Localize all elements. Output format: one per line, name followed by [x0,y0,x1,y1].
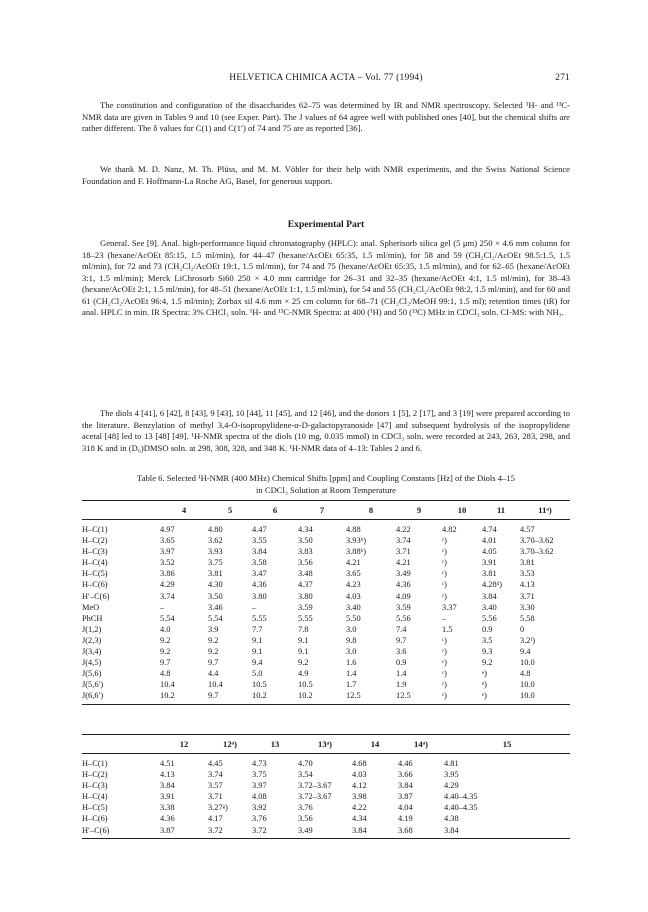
column-header: 11ᵃ) [520,501,570,520]
table-cell: 1.4 [396,669,407,679]
column-header: 14ᵃ) [398,735,444,754]
table-cell: 4.81 [444,759,459,768]
table-cell: 4.13 [520,580,535,590]
row-label: H–C(5) [82,803,108,813]
paragraph-general: General. See [9]. Anal. high-performance liquid chromatography (HPLC): anal. Spherisorb silica gel (5 μm) 250 × 4.6 mm column for 18–23 (hexane/AcOEt 85:15, 1.5 ml/min), for 44–47 (hexane/AcOEt 65:35, 1.5 ml/min), for 58 and 59 (CH₂Cl₂/AcOEt 98.5:1.5, 1.5 ml/min), for 72 and 73 (CH₂Cl₂/AcOEt 19:1, 1.5 ml/min), for 74 and 75 (hexane/AcOEt 65:35, 1.5 ml/min), and for 62–65 (hexane/AcOEt 3:1, 1.5 ml/min); Merck LiChrosorb Si60 250 × 4.0 mm cartridge for 26–31 and 32–35 (hexane/AcOEt 4:1, 1.5 ml/min), for 38–43 (hexane/AcOEt 2:1, 1.5 ml/min), for 48–51 (hexane/AcOEt 1:1, 1.5 ml/min), for 54 and 55 (CH₂Cl₂/AcOEt 98:2, 1.5 ml/min), and for 60 and 61 (CH₂Cl₂/AcOEt 96:4, 1.5 ml/min); Zorbax sil 4.6 mm × 25 cm column for 68–71 (CH₂Cl₂/MeOH 99:1, 1.5 ml); retention times (tR) for anal. HPLC in min. IR Spectra: 3% CHCl₃ soln. ¹H- and ¹³C-NMR Spectra: at 400 (¹H) and 50 (¹³C) MHz in CDCl₃ soln. CI-MS: with NH₃. [82,238,570,317]
table-cell: 9.2 [298,658,309,668]
table-cell: 4.70 [298,759,313,768]
table-cell: 3.91 [482,558,497,568]
table-cell: 3.57 [208,781,223,791]
table-cell: 9.7 [208,658,219,668]
table-cell: 5.55 [252,613,267,623]
nmr-table-part2 [82,734,570,839]
table-cell: 4.88 [346,525,361,534]
column-header: 9 [396,501,442,520]
table-cell: 3.84 [444,825,570,839]
column-header: 12 [160,735,208,754]
table-cell: 10.4 [160,680,175,690]
table-cell: 4.47 [252,525,267,534]
table-cell: 9.2 [208,647,219,657]
table-cell: 1.7 [346,680,357,690]
table-cell: 9.7 [208,690,252,704]
table-cell: 4.68 [352,759,367,768]
table-cell: 5.56 [396,613,411,623]
table-cell: ᶜ) [442,658,447,668]
row-label: J(3,4) [82,647,102,657]
table-cell: 10.5 [252,680,267,690]
table-cell: 9.7 [396,635,407,645]
table-row [82,679,570,690]
table-cell: 4.01 [482,536,497,546]
row-label: J(1,2) [82,624,102,634]
table-row [82,657,570,668]
table-cell: 3.52 [160,558,175,568]
table-cell: 4.28ᵈ) [482,580,503,590]
table-cell: 3.70–3.62 [520,536,554,546]
table-cell: 3.71 [396,547,411,557]
table-row [82,535,570,546]
table-cell: 7.7 [252,624,263,634]
table-cell: 9.1 [252,635,263,645]
table-caption-line2: in CDCl₃ Solution at Room Temperature [256,484,396,495]
table-cell: 3.72–3.67 [298,792,332,802]
table-cell: ᶜ) [442,580,447,590]
table-cell: 3.75 [208,558,223,568]
table-cell: 3.81 [520,558,535,568]
table-cell: 3.53 [520,569,535,579]
table-cell: 3.83 [298,547,313,557]
table-cell: 5.54 [160,613,175,623]
row-label: H–C(1) [82,759,108,768]
table-cell: ᶜ) [442,558,447,568]
table-row [82,802,570,813]
table-cell: 4.40–4.35 [444,792,478,802]
column-header: 10 [442,501,482,520]
table-cell: 9.2 [208,635,219,645]
table-cell: 9.4 [252,658,263,668]
table-cell: 3.59 [396,602,411,612]
table-row [82,579,570,590]
table-cell: 4.8 [160,669,171,679]
table-row [82,520,570,536]
table-cell: 3.0 [346,647,357,657]
table-cell: 3.46 [208,602,223,612]
table-cell: 5.56 [482,613,497,623]
table-cell: 1.5 [442,624,453,634]
table-cell: 1.4 [346,669,357,679]
column-header: 14 [352,735,398,754]
table-cell: 7.8 [298,624,309,634]
row-label: H–C(5) [82,569,108,579]
table-cell: 3.87 [398,792,413,802]
table-cell: 3.71 [520,591,535,601]
table-cell: 3.56 [298,814,313,824]
table-cell: 4.51 [160,759,175,768]
table-cell: 3.2ᶠ) [520,635,536,645]
table-cell: 9.7 [160,658,171,668]
table-cell: – [442,613,447,623]
table-cell: 3.47 [252,569,267,579]
table-cell: 4.04 [398,803,413,813]
table-cell: 12.5 [396,690,442,704]
table-cell: 4.13 [160,770,175,780]
table-cell: 3.76 [298,803,313,813]
table-cell: 4.36 [252,580,267,590]
row-label: H–C(4) [82,558,108,568]
table-cell: 3.72 [252,825,298,839]
table-cell: 3.84 [160,781,175,791]
row-label: H–C(4) [82,792,108,802]
table-cell: 4.34 [352,814,367,824]
row-label: J(2,3) [82,635,102,645]
table-cell: 4.23 [346,580,361,590]
table-row [82,780,570,791]
table-cell: 3.65 [346,569,361,579]
table-cell: 3.84 [352,825,398,839]
table-cell: 0.9 [396,658,407,668]
table-cell: 3.88ᵇ) [346,547,367,557]
table-cell: 1.9 [396,680,407,690]
page-number: 271 [555,73,570,83]
table-cell: 10.0 [520,690,570,704]
table-cell: 5.58 [520,613,535,623]
table-cell: 3.49 [298,825,352,839]
table-cell: 4.30 [208,580,223,590]
table-cell: 3.48 [298,569,313,579]
table-row [82,613,570,624]
row-label: H–C(3) [82,547,108,557]
table-cell: ᶜ) [442,547,447,557]
row-label: H′–C(6) [82,825,160,839]
table-row [82,754,570,770]
row-label: H′–C(6) [82,591,110,601]
table-row [82,825,570,839]
table-cell: 4.38 [444,814,459,824]
table-cell: 3.91 [160,792,175,802]
table-cell: ᶜ) [442,690,482,704]
table-cell: 4.29 [160,580,175,590]
column-header: 13ᵃ) [298,735,352,754]
table-cell: 1.6 [346,658,357,668]
table-cell: 10.0 [520,680,535,690]
nmr-table-part1 [82,500,570,705]
table-row [82,568,570,579]
table-cell: 3.9 [208,624,219,634]
table-caption [82,473,570,496]
table-cell: 3.62 [208,536,223,546]
row-label: H–C(6) [82,580,108,590]
table-cell: 4.57 [520,525,535,534]
table-cell: 3.40 [482,602,497,612]
table-cell: 12.5 [346,690,396,704]
table-cell: ᶜ) [442,591,447,601]
table-cell: 9.8 [346,635,357,645]
table-cell: 3.59 [298,602,313,612]
table-cell: 3.55 [252,536,267,546]
table-cell: 3.84 [252,547,267,557]
table-cell: 4.09 [396,591,411,601]
table-cell: 4.80 [208,525,223,534]
table-cell: 3.81 [208,569,223,579]
table-cell: ᵉ) [482,690,520,704]
table-row [82,591,570,602]
table-cell: 4.73 [252,759,267,768]
table-cell: 4.03 [346,591,361,601]
table-cell: 3.37 [442,602,457,612]
row-label: H–C(1) [82,525,108,534]
column-header: 5 [208,501,252,520]
table-cell: 3.92 [252,803,267,813]
table-cell: ᵉ) [482,680,487,690]
column-header: 12ᵃ) [208,735,252,754]
table-cell: 9.2 [160,635,171,645]
table-cell: 9.2 [160,647,171,657]
table-cell: 9.3 [482,647,493,657]
table-row [82,668,570,679]
table-row [82,635,570,646]
table-cell: – [252,602,257,612]
table-cell: ᶜ) [442,635,447,645]
table-cell: 3.58 [252,558,267,568]
table-row [82,602,570,613]
table-cell: 4.45 [208,759,223,768]
paragraph-diols: The diols 4 [41], 6 [42], 8 [43], 9 [43], 10 [44], 11 [45], and 12 [46], and the donors 1 [5], 2 [17], and 3 [19] were prepared according to the literature. Benzylation of methyl 3,4-O-isopropylidene-α-D-galactopyranoside [47] and subsequent hydrolysis of the isopropylidene acetal [48] led to 13 [48] [49]. ¹H-NMR spectra of the diols (10 mg, 0.035 mmol) in CDCl₃ soln. were recorded at 243, 263, 283, 298, and 318 K and in (D₆)DMSO soln. at 298, 308, 328, and 348 K. ¹H-NMR data of 4–13: Tables 2 and 6. [82,408,570,453]
table-cell: 3.0 [346,624,357,634]
table-cell: 0 [520,624,525,634]
table-cell: 4.82 [442,525,457,534]
journal-title: HELVETICA CHIMICA ACTA – Vol. 77 (1994) [229,73,423,83]
table-cell: 4.08 [252,792,267,802]
column-header: 11 [482,501,520,520]
table-cell: 3.50 [208,591,223,601]
table-cell: 4.29 [444,781,459,791]
table-cell: 5.50 [346,613,361,623]
table-cell: 4.34 [298,525,313,534]
table-cell: 3.65 [160,536,175,546]
row-label: J(5,6′) [82,680,104,690]
table-cell: 4.74 [482,525,497,534]
column-header: 13 [252,735,298,754]
table-cell: 10.0 [520,658,535,668]
table-cell: ᶜ) [442,569,447,579]
table-cell: 4.37 [298,580,313,590]
row-label: H–C(6) [82,814,108,824]
table-cell: 3.50 [298,536,313,546]
table-cell: 10.4 [208,680,223,690]
row-label: H–C(2) [82,536,108,546]
row-label: H–C(3) [82,781,108,791]
column-header-blank [82,735,160,754]
table-row [82,769,570,780]
column-header: 8 [346,501,396,520]
table-row [82,624,570,635]
table-cell: 3.84 [398,781,413,791]
table-cell: 3.70–3.62 [520,547,554,557]
table-cell: 10.2 [252,690,298,704]
section-title: Experimental Part [287,219,365,230]
table-cell: 10.2 [298,690,346,704]
table-cell: 3.49 [396,569,411,579]
table-cell: 3.98 [352,792,367,802]
table-cell: 3.75 [252,770,267,780]
table-cell: 3.72–3.67 [298,781,332,791]
paragraph-acknowledgment: We thank M. D. Nanz, M. Th. Plüss, and M. M. Vöhler for their help with NMR experiments, and the Swiss National Science Foundation and F. Hoffmann-La Roche AG, Basel, for generous support. [82,164,570,186]
column-header-blank [82,501,160,520]
row-label: H–C(2) [82,770,108,780]
table-cell: 3.74 [208,770,223,780]
table-cell: 4.46 [398,759,413,768]
paragraph-constitution: The constitution and configuration of the disaccharides 62–75 was determined by IR and NMR spectroscopy. Selected ¹H- and ¹³C-NMR data are given in Tables 9 and 10 (see Exper. Part). The J values of 64 agree well with published ones [40], but the chemical shifts are rather different. The δ values for C(1) and C(1′) of 74 and 75 are as reported [36]. [82,100,570,133]
table-cell: 5.54 [208,613,223,623]
table-cell: 4.12 [352,781,367,791]
table-cell: 4.21 [396,558,411,568]
row-label: J(4,5) [82,658,102,668]
table-row [82,690,570,704]
table-cell: 3.74 [160,591,175,601]
table-cell: 4.22 [396,525,411,534]
table-cell: ᶜ) [442,536,447,546]
row-label: J(6,6′) [82,690,160,704]
table-cell: 3.95 [444,770,459,780]
table-cell: 3.5 [482,635,493,645]
table-cell: 4.40–4.35 [444,803,478,813]
table-row [82,546,570,557]
table-cell: 4.22 [352,803,367,813]
table-row [82,813,570,824]
table-cell: 4.19 [398,814,413,824]
table-cell: 3.68 [398,825,444,839]
table-cell: 3.87 [160,825,208,839]
table-row [82,557,570,568]
table-cell: 7.4 [396,624,407,634]
table-cell: – [160,602,165,612]
table-cell: 4.03 [352,770,367,780]
table-cell: 3.6 [396,647,407,657]
table-cell: 3.86 [160,569,175,579]
table-cell: 4.05 [482,547,497,557]
table-cell: 4.17 [208,814,223,824]
table-cell: 3.66 [398,770,413,780]
table-cell: 0.9 [482,624,493,634]
table-cell: ᶜ) [442,647,447,657]
table-row [82,646,570,657]
table-cell: 3.72 [208,825,252,839]
table-cell: 3.74 [396,536,411,546]
table-cell: 3.71 [208,792,223,802]
column-header: 15 [444,735,570,754]
table-cell: 9.1 [298,635,309,645]
table-cell: 3.56 [298,558,313,568]
table-cell: 4.0 [160,624,171,634]
row-label: MeO [82,602,100,612]
table-cell: 3.80 [298,591,313,601]
table-cell: 3.38 [160,803,175,813]
table-cell: 9.1 [252,647,263,657]
table-cell: 4.97 [160,525,175,534]
table-cell: 3.76 [252,814,267,824]
table-cell: ᵉ) [482,669,487,679]
table-cell: 9.1 [298,647,309,657]
table-cell: 10.5 [298,680,313,690]
table-cell: 5.0 [252,669,263,679]
table-cell: 4.9 [298,669,309,679]
table-cell: 5.55 [298,613,313,623]
table-cell: 3.30 [520,602,535,612]
column-header: 4 [160,501,208,520]
table-cell: 3.40 [346,602,361,612]
table-cell: ᶜ) [442,669,447,679]
table-cell: 3.54 [298,770,313,780]
column-header: 7 [298,501,346,520]
table-cell: 4.36 [160,814,175,824]
row-label: J(5,6) [82,669,102,679]
table-cell: 3.81 [482,569,497,579]
table-cell: 4.21 [346,558,361,568]
table-caption-line1: Table 6. Selected ¹H-NMR (400 MHz) Chemical Shifts [ppm] and Coupling Constants [Hz] of the Diols 4–15 [137,473,515,483]
table-cell: 3.80 [252,591,267,601]
table-cell: 4.8 [520,669,531,679]
table-cell: 3.97 [160,547,175,557]
table-cell: 3.27ᵍ) [208,803,228,813]
table-cell: 4.4 [208,669,219,679]
column-header: 6 [252,501,298,520]
table-cell: 3.84 [482,591,497,601]
row-label: PhCH [82,613,103,623]
table-row [82,791,570,802]
table-cell: 3.93ᵇ) [346,536,367,546]
table-cell: 10.2 [160,690,208,704]
table-cell: 3.97 [252,781,267,791]
table-cell: 3.93 [208,547,223,557]
table-cell: 9.2 [482,658,493,668]
table-cell: ᶜ) [442,680,447,690]
table-cell: 9.4 [520,647,531,657]
table-cell: 4.36 [396,580,411,590]
